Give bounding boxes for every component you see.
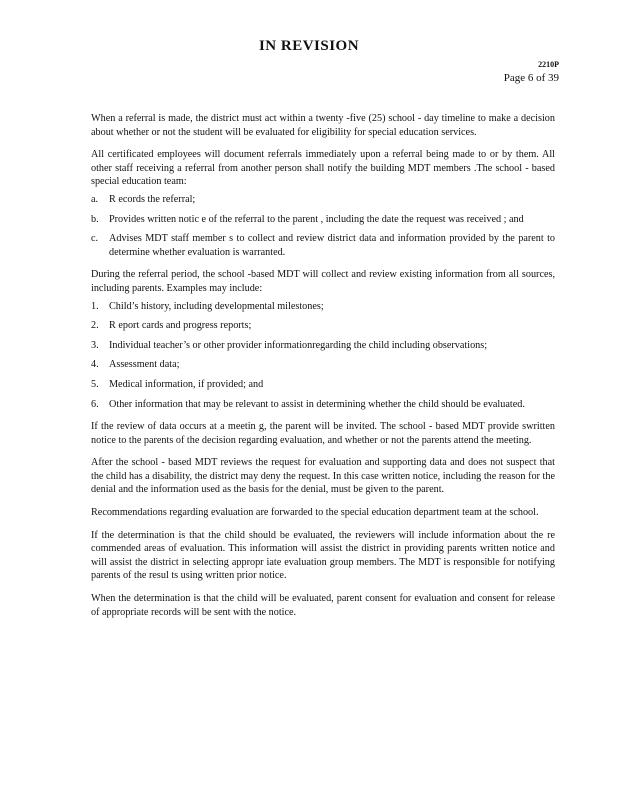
list-marker: 2. [91, 320, 99, 332]
list-item-text: Other information that may be relevant to assist in determining whether the child should be evaluated. [109, 398, 525, 410]
list-marker: 6. [91, 398, 99, 410]
list-marker: 5. [91, 378, 99, 390]
list-item [91, 339, 555, 353]
list-marker: c. [91, 233, 99, 245]
list-marker: a. [91, 193, 99, 205]
list-item-text: Individual teacher’s or other provider informationregarding the child including observations; [109, 339, 488, 351]
list-marker: 1. [91, 300, 99, 312]
list-item-text: Child’s history, including developmental milestones; [109, 300, 324, 312]
list-marker: 3. [91, 339, 99, 351]
list-marker: b. [91, 213, 99, 225]
document-body [91, 112, 555, 619]
paragraph-denial: After the school - based MDT reviews the request for evaluation and supporting data and does not suspect that the child has a disability, the district may deny the request. In this case written notice, including the reason for the denial and the information used as the basis for the denial, must be given to the parent. [91, 457, 555, 496]
list-item-text: Medical information, if provided; and [109, 378, 264, 390]
list-item [91, 358, 555, 372]
paragraph-review-meeting: If the review of data occurs at a meetin g, the parent will be invited. The school - based MDT provide swritten notice to the parents of the decision regarding evaluation, and whether or not the parents attend the meeting. [91, 421, 555, 446]
list-item [91, 378, 555, 392]
list-item-text: Assessment data; [109, 359, 180, 371]
list-item [91, 319, 555, 333]
list-item-text: Provides written notic e of the referral to the parent , including the date the request was received ; and [109, 213, 524, 225]
paragraph-recommendations: Recommendations regarding evaluation are forwarded to the special education department team at the school. [91, 507, 539, 519]
policy-code: 2210P [538, 60, 559, 69]
paragraph-referrals: All certificated employees will document referrals immediately upon a referral being made to or by them. All other staff receiving a referral from another person shall notify the building MDT members .The school - based special education team: [91, 149, 555, 188]
list-item-text: R eport cards and progress reports; [109, 320, 252, 332]
list-item-text: R ecords the referral; [109, 193, 196, 205]
list-item [91, 213, 555, 227]
paragraph-referral-period: During the referral period, the school -based MDT will collect and review existing information from all sources, including parents. Examples may include: [91, 269, 555, 294]
page-title: IN REVISION [258, 38, 360, 54]
list-item [91, 300, 555, 314]
list-item [91, 232, 555, 259]
paragraph-consent: When the determination is that the child will be evaluated, parent consent for evaluation and consent for release of appropriate records will be sent with the notice. [91, 593, 555, 618]
page-number: Page 6 of 39 [503, 72, 559, 84]
list-marker: 4. [91, 359, 99, 371]
paragraph-determination: If the determination is that the child should be evaluated, the reviewers will include information about the re commended areas of evaluation. This information will assist the district in providing parents written notice and will assist the district in selecting appropr iate evaluation group members. The MDT is responsible for notifying parents of the resul ts using written prior notice. [91, 529, 555, 582]
list-item [91, 398, 555, 412]
paragraph-timeline: When a referral is made, the district must act within a twenty -five (25) school - day timeline to make a decision about whether or not the student will be evaluated for eligibility for special education services. [91, 113, 555, 138]
list-item [91, 193, 555, 207]
list-item-text: Advises MDT staff member s to collect and review district data and information provided by the parent to determine whether evaluation is warranted. [109, 233, 555, 258]
